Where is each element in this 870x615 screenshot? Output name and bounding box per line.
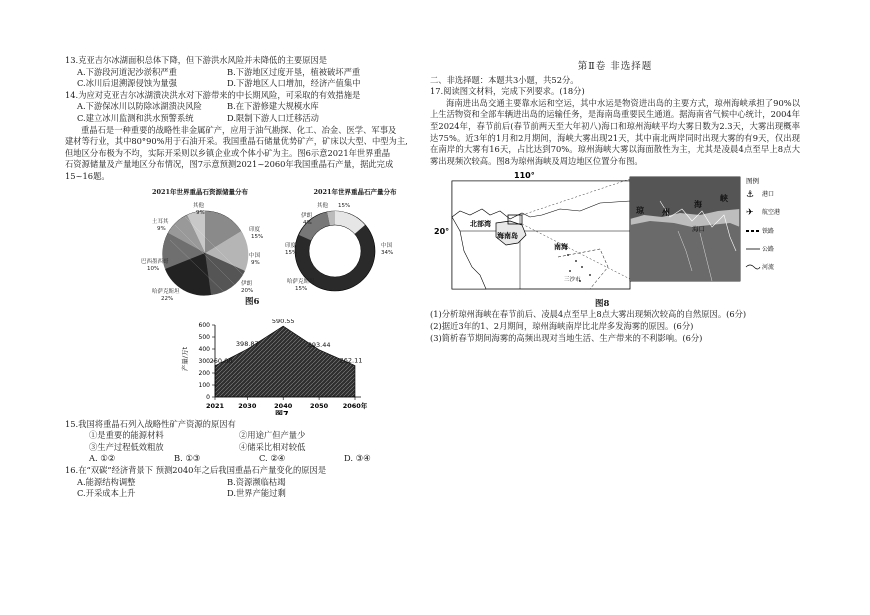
q15-item-3: ③生产过程低效粗放 [89,441,164,452]
pie-label-turkey: 土耳其 [152,218,169,225]
figure-6-charts [65,195,420,307]
x-tick-label: 2050 [310,401,329,410]
material-line-1: 重晶石是一种重要的战略性非金属矿产，应用于油气勘探、化工、冶金、医学、军事及 [81,124,397,135]
donut-label-china: 中国 [381,242,393,249]
figure-8 [430,171,800,309]
q13-stem: 13.克亚吉尔冰湖面积总体下降，但下游洪水风险并未降低的主要原因是 [65,55,328,65]
q15-option-c[interactable]: C. ②④ [259,453,286,464]
figure-7-caption: 图7 [275,409,289,415]
q13-option-d[interactable]: D.下游地区人口增加，经济产值集中 [227,78,361,89]
q14-option-c[interactable]: C.建立冰川监测和洪水预警系统 [77,112,194,123]
q13-option-a[interactable]: A.下游段河道泥沙淤积严重 [77,66,177,77]
x-tick-label: 2030 [238,401,257,410]
longitude-label: 110° [514,171,535,181]
inset-label-hai: 海 [694,200,702,210]
material-line-5: 15~16题。 [65,170,110,181]
pie-title: 2021年世界重晶石资源储量分布 [151,187,249,196]
pie-val-turkey: 9% [157,225,166,232]
y-tick-label: 100 [198,381,210,389]
airport-icon: ✈ [746,208,754,219]
donut-hole [309,225,361,277]
south-sea-label: 南海 [554,243,568,252]
q17-sub-2: (2)据近3年的1、2月期间，琼州海峡南岸比北岸多发海雾的原因。(6分) [430,320,694,331]
pie-val-india: 15% [251,233,264,240]
pie-label-other: 其他 [193,202,205,209]
x-tick-label: 2040 [274,401,293,410]
inset-label-xia: 峡 [720,194,728,204]
q16-option-b[interactable]: B.资源濒临枯竭 [227,476,286,487]
data-label: 262.11 [339,356,363,365]
legend-railway: 铁路 [762,228,775,236]
data-label: 590.55 [271,318,295,325]
donut-label-kazakhstan: 哈萨克斯坦 [287,278,315,285]
legend-title: 图例 [746,177,759,186]
data-label: 398.87 [235,339,259,348]
q15-item-2: ②用途广但产量少 [239,430,306,441]
q16-option-d[interactable]: D.世界产能过剩 [227,488,286,499]
pie-label-brazil: 巴西墨西哥 [141,258,169,265]
pie-val-iran: 20% [241,287,254,294]
y-tick-label: 400 [198,345,210,353]
pie-val-china: 9% [251,259,260,266]
y-tick-label: 600 [198,321,210,329]
donut-val-other: 15% [338,202,351,209]
latitude-label: 20° [434,227,450,237]
figure-8-caption: 图8 [595,299,610,310]
section-intro: 二、非选择题：本题共3小题，共52分。 [430,74,579,85]
inset-hainan [630,221,740,281]
legend-river: 河流 [762,264,775,272]
donut-label-other: 其他 [317,202,329,209]
port-icon: ⚓ [746,190,755,201]
data-label: 260.00 [209,356,233,365]
figure-6-caption: 图6 [245,296,260,307]
inset-label-zhou: 州 [662,208,670,218]
pie-label-iran: 伊朗 [241,280,253,287]
pie-val-other: 9% [196,209,205,216]
donut-val-kazakhstan: 15% [295,285,308,292]
figure-7-chart [65,319,420,415]
q15-option-a[interactable]: A. ①② [89,453,116,464]
q15-option-d[interactable]: D. ③④ [344,453,371,464]
donut-val-india: 15% [285,249,298,256]
right-column [430,55,800,344]
donut-label-india: 印度 [285,242,297,249]
figure-6 [65,187,420,307]
y-tick-label: 0 [206,393,210,401]
q14-option-b[interactable]: B.在下游修建大规模水库 [227,101,319,112]
pie-val-kazakhstan: 22% [161,295,174,302]
material-line-4: 石资源储量及产量地区分布情况，图7示意预测2021~2060年我国重晶石产量，据此完成 [65,159,394,170]
q15-option-b[interactable]: B. ①③ [174,453,201,464]
river-symbol [746,265,760,269]
donut-label-iran: 伊朗 [301,212,313,219]
donut-val-china: 34% [381,249,394,256]
inset-label-haikou: 海口 [692,225,705,234]
pie-label-india: 印度 [249,226,261,233]
sansha-label: 三沙市 [564,277,581,284]
q13-options [65,67,420,79]
figure-7 [65,319,420,419]
data-label: 393.44 [307,340,331,349]
y-tick-label: 500 [198,333,210,341]
q17-material: 海南进出岛交通主要靠水运和空运，其中水运是物资进出岛的主要方式，琼州海峡承担了90%以上生活物资和全部车辆进出岛的运输任务，是海南岛重要民生通道。据海南省气候中心统计，2004年至2024年，春节前后(春节前两天至大年初八)海口和琼州海峡平均大雾日数为2.3天，大雾出现概率达75%。近3年的1月和2月期间，海峡大雾出现21天，其中南北两岸同时出现大雾的有9天，仅出现在南岸的大雾有16天，占比达到70%。琼州海峡大雾以海面散性为主，尤其是凌晨4点至早上8点大雾出现频次较高。图8为琼州海峡及周边地区位置分布图。 [430,97,800,166]
y-tick-label: 300 [198,357,210,365]
inset-label-qiong: 琼 [636,206,644,216]
production-area [215,326,355,397]
section-title: 第Ⅱ卷 非选择题 [577,61,653,72]
pie-label-china: 中国 [249,252,261,259]
q17-sub-1: (1)分析琼州海峡在春节前后、凌晨4点至早上8点大雾出现频次较高的自然原因。(6分) [430,309,747,320]
x-tick-label: 2060年 [342,401,368,410]
legend-road: 公路 [762,246,775,254]
donut-title: 2021年世界重晶石产量分布 [313,187,397,196]
q16-option-a[interactable]: A.能源结构调整 [77,476,136,487]
q17-sub-3: (3)简析春节期间海雾的高频出现对当地生活、生产带来的不利影响。(6分) [430,332,703,343]
q15-item-4: ④储采比相对较低 [239,441,306,452]
y-tick-label: 200 [198,369,210,377]
material-line-3: 但地区分布极为不均，实际开采则以乡镇企业或个体小矿为主。图6示意2021年世界重晶 [65,147,391,158]
q13-option-c[interactable]: C.冰川后退溯源侵蚀为量强 [77,78,177,89]
donut-val-iran: 4% [303,219,312,226]
hainan-label: 海南岛 [497,232,518,241]
q14-option-a[interactable]: A.下游保冰川以防除冰湖溃决风险 [77,101,202,112]
q16-option-c[interactable]: C.开采成本上升 [77,488,136,499]
legend-port: 港口 [762,191,775,199]
beibu-gulf-label: 北部湾 [470,220,491,229]
q17-head: 17.阅读图文材料，完成下列要求。(18分) [430,86,585,97]
q13-option-b[interactable]: B.下游地区过度开垦，植被破坏严重 [227,66,361,77]
pie-val-brazil: 10% [147,265,160,272]
pie-label-kazakhstan: 哈萨克斯坦 [152,288,180,295]
q15-stem: 15.我国将重晶石列入战略性矿产资源的原因有 [65,418,236,429]
legend-airport: 航空港 [762,209,781,217]
left-column [65,55,420,500]
q14-stem: 14.为应对克亚吉尔冰湖溃决洪水对下游带来的中长期风险，可采取的有效措施是 [65,89,361,100]
q16-stem: 16.在“双碳”经济背景下 预测2040年之后我国重晶石产量变化的原因是 [65,464,327,475]
q15-item-1: ①是重要的能源材料 [89,430,164,441]
y-axis-label: 产量/万t [181,346,189,371]
q14-option-d[interactable]: D.限制下游人口迁移活动 [227,112,319,123]
figure-8-map [430,171,800,301]
material-line-2: 建材等行业，其中80°90%用于石油开采。我国重晶石储量优势矿产，矿床以大型、中型为主, [65,136,408,147]
x-tick-label: 2021 [205,401,225,410]
